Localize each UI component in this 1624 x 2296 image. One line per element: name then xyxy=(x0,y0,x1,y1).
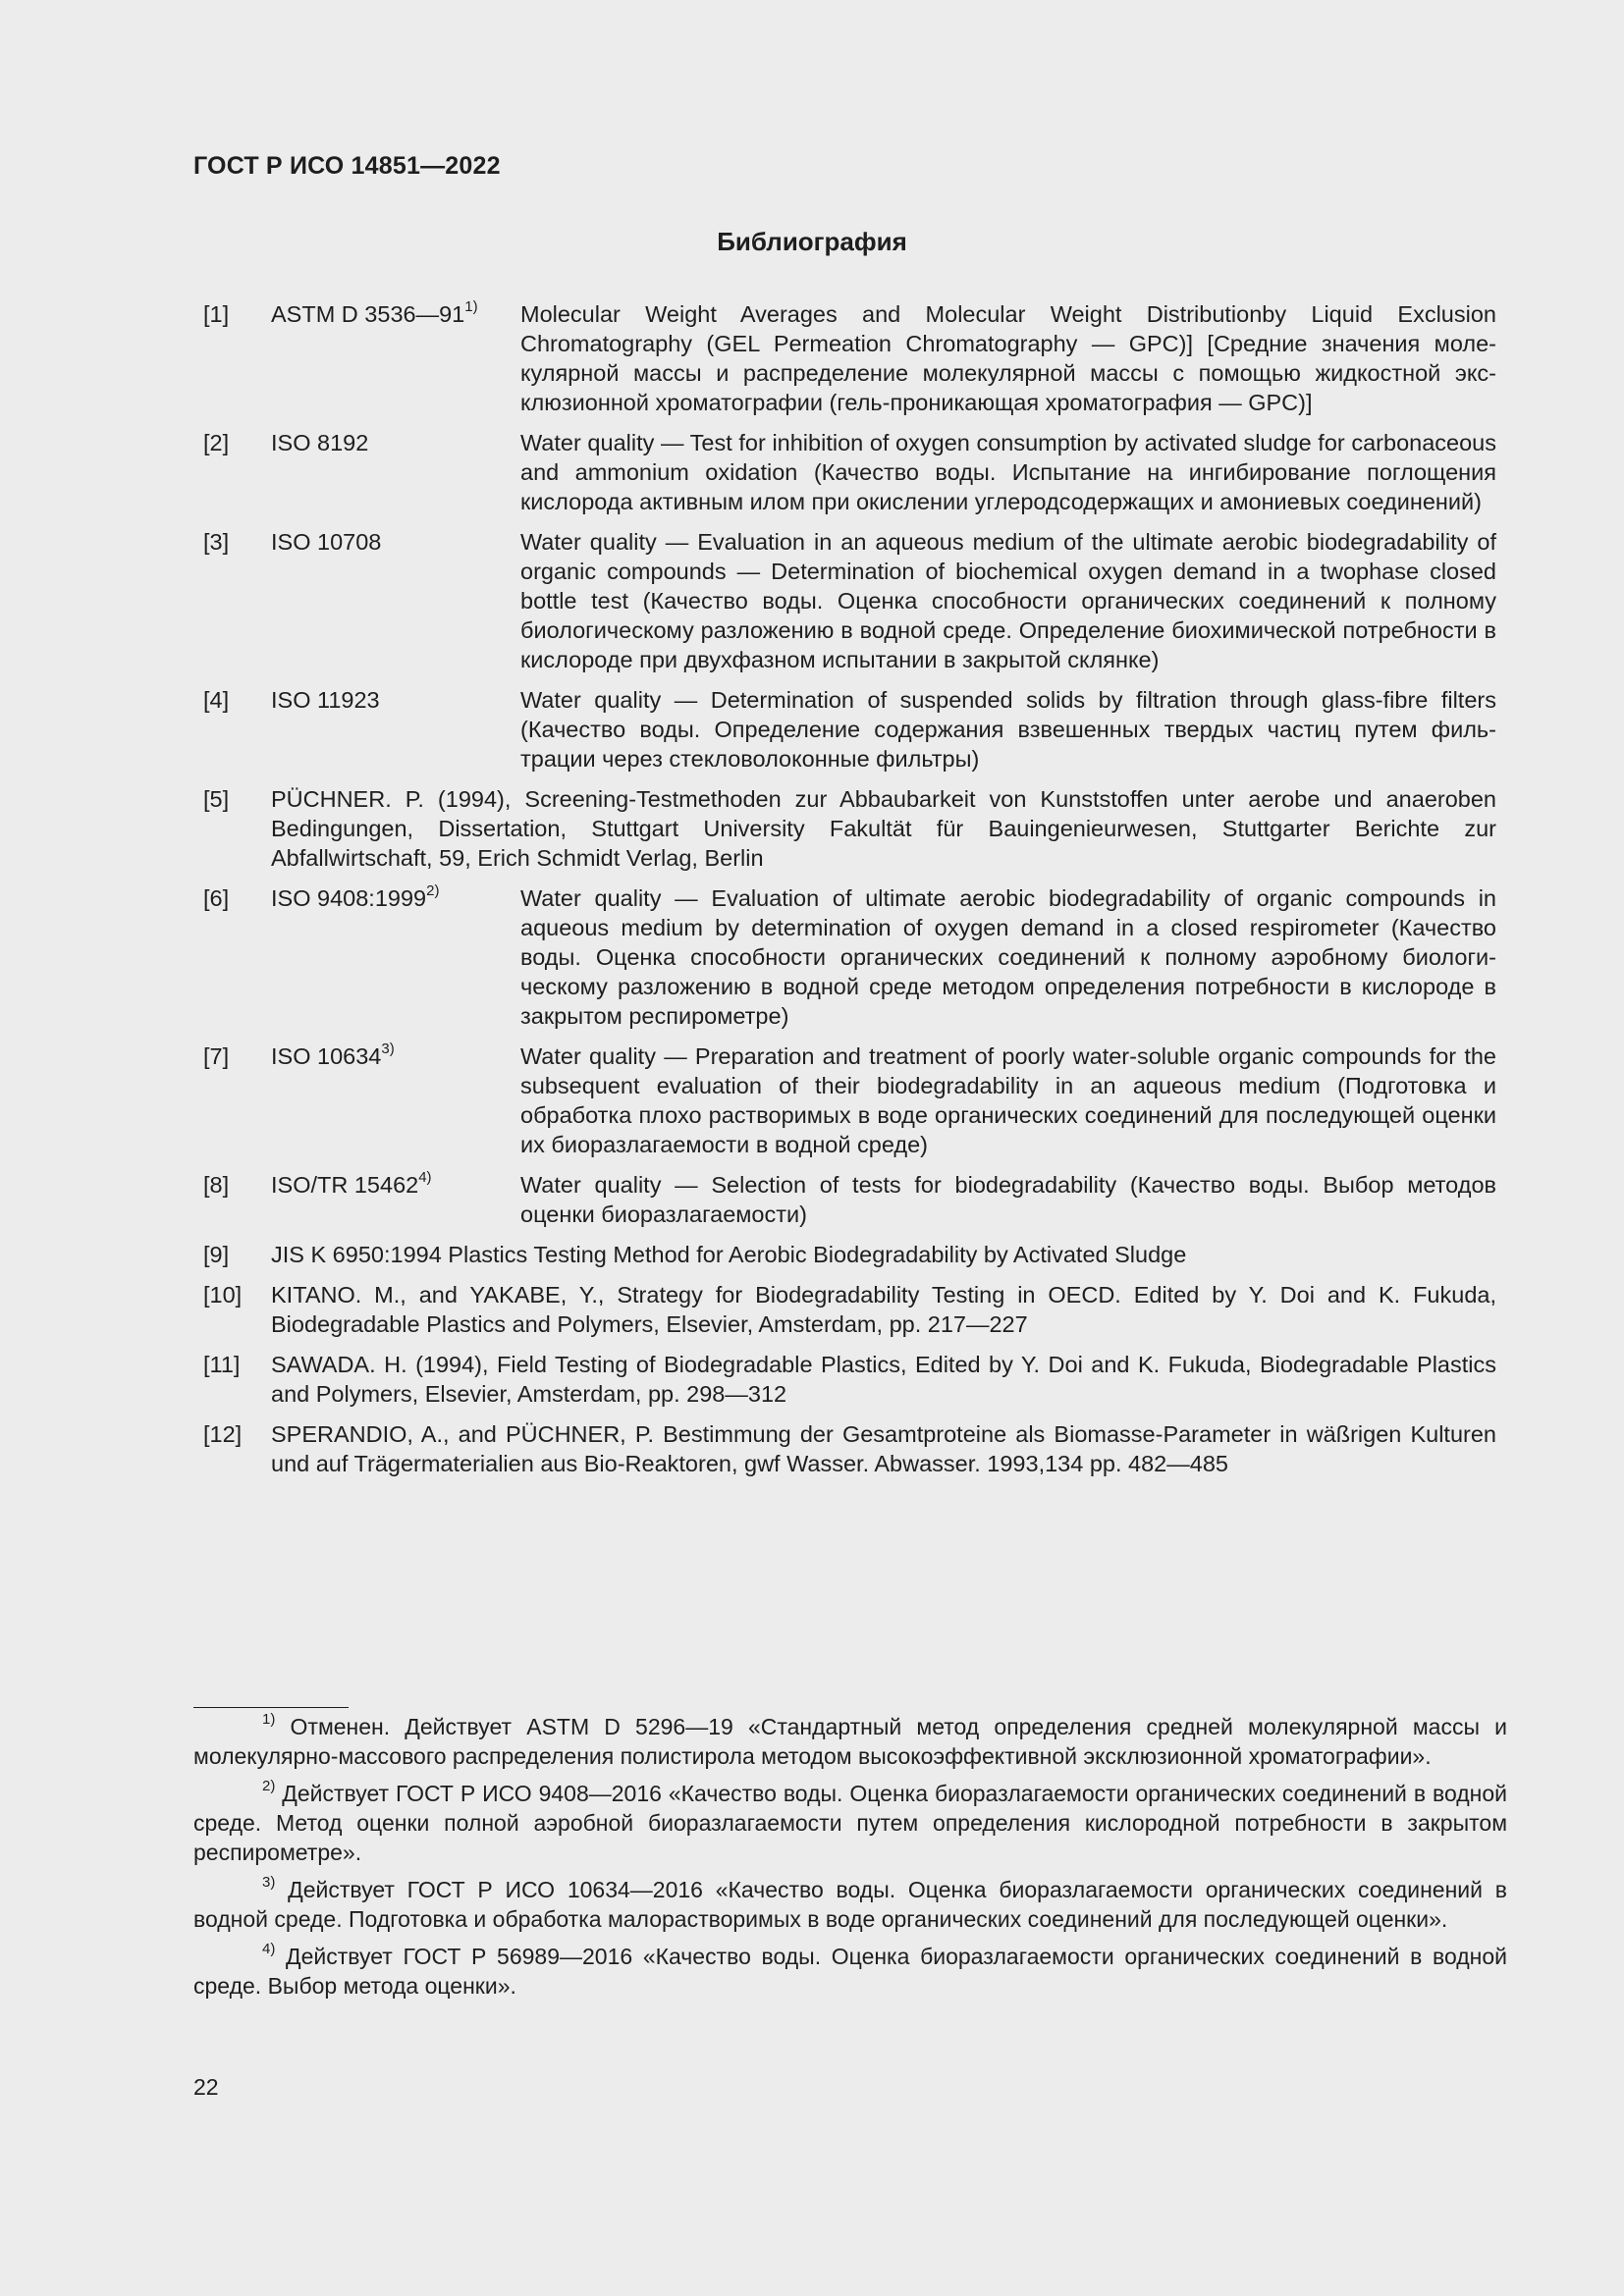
footnote-ref: 4) xyxy=(418,1169,432,1187)
entry-number: [8] xyxy=(203,1172,230,1198)
footnote-mark: 2) xyxy=(262,1778,276,1795)
entry-full-text: KITANO. M., and YAKABE, Y., Strategy for Biodegradability Testing in OECD. Edited by Y. Doi and K. Fukuda, Biodegradable Plastics and Polymers, Elsevier, Amsterdam, pp. 217—227 xyxy=(271,1282,1496,1337)
entry-number: [1] xyxy=(203,301,230,327)
entry-code xyxy=(271,883,520,1031)
entry-number: [10] xyxy=(203,1282,243,1308)
document-id-header: ГОСТ Р ИСО 14851—2022 xyxy=(193,152,501,180)
entry-code xyxy=(271,685,520,774)
entry-title: Water quality — Selection of tests for biodegradability (Качество воды. Выбор методов оценки биоразлагаемости) xyxy=(520,1172,1496,1227)
bibliography-entry-10 xyxy=(203,1280,1496,1339)
bibliography-entry-12 xyxy=(203,1419,1496,1478)
entry-title: Water quality — Evaluation of ultimate aerobic biodegradability of organic compounds in aqueous medium by determination of oxygen demand in a closed respirometer (Качество воды. Оценка способности органических соединений к полному аэробному биологическому разложению в водной среде методом определения потребности в кислороде в закрытом респирометре) xyxy=(520,885,1496,1029)
footnote-mark: 3) xyxy=(262,1874,276,1892)
entry-full-text: JIS K 6950:1994 Plastics Testing Method for Aerobic Biodegradability by Activated Sludge xyxy=(271,1242,1187,1267)
entry-code-text: ISO 11923 xyxy=(271,687,380,713)
entry-code xyxy=(271,527,520,674)
bibliography-entry-9 xyxy=(203,1240,1496,1269)
footnote-4 xyxy=(193,1942,1507,2001)
entry-number: [6] xyxy=(203,885,230,911)
entry-number: [11] xyxy=(203,1352,241,1377)
bibliography-list xyxy=(203,299,1496,1489)
entry-title: Molecular Weight Averages and Molecular Weight Distributionby Liquid Exclusion Chromatography (GEL Permeation Chromatography — GPC)] [Средние значения молекулярной массы и распределение молекулярной массы с помощью жидкостной эксклюзионной хроматографии (гель-проникающая хроматография — GPC)] xyxy=(520,301,1496,415)
entry-code xyxy=(271,428,520,516)
footnote-1 xyxy=(193,1712,1507,1771)
footnote-2 xyxy=(193,1779,1507,1867)
entry-number: [3] xyxy=(203,529,230,555)
footnote-text: Действует ГОСТ Р 56989—2016 «Качество воды. Оценка биоразлагаемости органических соединений в водной среде. Выбор метода оценки». xyxy=(193,1944,1508,1999)
entry-number: [5] xyxy=(203,786,230,812)
page-number: 22 xyxy=(193,2074,219,2100)
entry-title: Water quality — Preparation and treatment of poorly water-soluble organic compounds for the subsequent evaluation of their biodegradability in an aqueous medium (Подготовка и обработка плохо растворимых в воде органических соединений для последующей оценки их биоразлагаемости в водной среде) xyxy=(520,1043,1496,1157)
entry-code-text: ISO 10634 xyxy=(271,1043,382,1069)
bibliography-entry-8 xyxy=(203,1170,1496,1229)
footnote-mark: 1) xyxy=(262,1711,276,1729)
footnotes xyxy=(193,1712,1507,2008)
footnote-ref: 2) xyxy=(426,882,440,900)
bibliography-entry-1 xyxy=(203,299,1496,417)
footnote-ref: 3) xyxy=(381,1041,395,1058)
entry-code-text: ISO/TR 15462 xyxy=(271,1172,419,1198)
entry-code-text: ISO 8192 xyxy=(271,430,369,455)
entry-number: [2] xyxy=(203,430,230,455)
entry-full-text: SAWADA. H. (1994), Field Testing of Biodegradable Plastics, Edited by Y. Doi and K. Fukuda, Biodegradable Plastics and Polymers, Elsevier, Amsterdam, pp. 298—312 xyxy=(271,1352,1496,1407)
footnote-3 xyxy=(193,1875,1507,1934)
entry-code-text: ISO 10708 xyxy=(271,529,382,555)
entry-title: Water quality — Evaluation in an aqueous medium of the ultimate aerobic biodegradability of organic compounds — Determination of biochemical oxygen demand in a twophase closed bottle test (Качество воды. Оценка способности органических соединений к полному биологическому разложению в водной среде. Определение биохимической потребности в кислороде при двухфазном испытании в закрытой склянке) xyxy=(520,529,1496,672)
entry-title: Water quality — Determination of suspended solids by filtration through glass-fibre filters (Качество воды. Определение содержания взвешенных твердых частиц путем фильтрации через стекловолоконные фильтры) xyxy=(520,687,1496,772)
entry-code xyxy=(271,299,520,417)
bibliography-entry-2 xyxy=(203,428,1496,516)
entry-code xyxy=(271,1041,520,1159)
entry-title: Water quality — Test for inhibition of oxygen consumption by activated sludge for carbonaceous and ammonium oxidation (Качество воды. Испытание на ингибирование поглощения кислорода активным илом при окислении углеродсодержащих и амониевых соединений) xyxy=(520,430,1496,514)
footnote-text: Действует ГОСТ Р ИСО 10634—2016 «Качество воды. Оценка биоразлагаемости органических соединений в водной среде. Подготовка и обработка малорастворимых в воде органических соединений для последующей оценки». xyxy=(193,1877,1507,1932)
footnote-text: Действует ГОСТ Р ИСО 9408—2016 «Качество воды. Оценка биоразлагаемости органических соединений в водной среде. Метод оценки полной аэробной биоразлагаемости путем определения кислородной потребности в закрытом респирометре». xyxy=(193,1781,1507,1865)
entry-code xyxy=(271,1170,520,1229)
bibliography-entry-7 xyxy=(203,1041,1496,1159)
footnote-divider xyxy=(193,1707,349,1708)
footnote-text: Отменен. Действует ASTM D 5296—19 «Стандартный метод определения средней молекулярной массы и молекулярно-массового распределения полистирола методом высокоэффективной эксклюзионной хроматографии». xyxy=(193,1714,1507,1769)
entry-number: [12] xyxy=(203,1421,243,1447)
footnote-mark: 4) xyxy=(262,1941,276,1958)
entry-number: [9] xyxy=(203,1242,230,1267)
bibliography-entry-3 xyxy=(203,527,1496,674)
entry-code-text: ISO 9408:1999 xyxy=(271,885,427,911)
bibliography-entry-6 xyxy=(203,883,1496,1031)
bibliography-entry-11 xyxy=(203,1350,1496,1409)
entry-number: [7] xyxy=(203,1043,230,1069)
entry-code-text: ASTM D 3536—91 xyxy=(271,301,465,327)
bibliography-entry-5 xyxy=(203,784,1496,873)
entry-full-text: PÜCHNER. P. (1994), Screening-Testmethoden zur Abbaubarkeit von Kunststoffen unter aerobe und anaeroben Bedingungen, Dissertation, Stuttgart University Fakultät für Bauingenieurwesen, Stuttgarter Berichte zur Abfallwirtschaft, 59, Erich Schmidt Verlag, Berlin xyxy=(271,786,1496,871)
footnote-ref: 1) xyxy=(464,298,478,316)
entry-number: [4] xyxy=(203,687,230,713)
bibliography-entry-4 xyxy=(203,685,1496,774)
entry-full-text: SPERANDIO, A., and PÜCHNER, P. Bestimmung der Gesamtproteine als Biomasse-Parameter in wäßrigen Kulturen und auf Trägermaterialien aus Bio-Reaktoren, gwf Wasser. Abwasser. 1993,134 pp. 482—485 xyxy=(271,1421,1496,1476)
section-title: Библиография xyxy=(717,227,907,256)
